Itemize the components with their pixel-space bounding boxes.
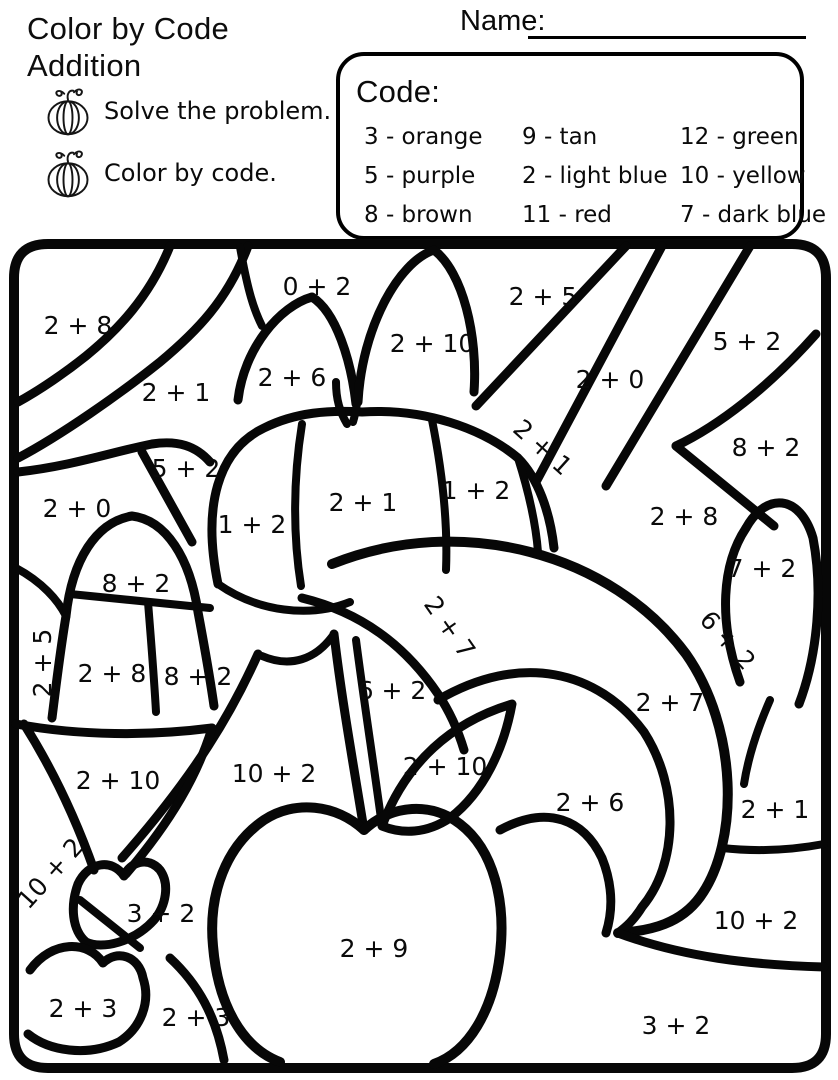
- problem-label: 8 + 2: [101, 569, 171, 598]
- problem-label: 8 + 2: [731, 433, 801, 462]
- problem-label: 2 + 6: [257, 363, 327, 392]
- line-art-path: [240, 247, 262, 326]
- code-item: 8 - brown: [364, 202, 473, 228]
- code-title: Code:: [356, 74, 441, 109]
- problem-label: 2 + 10: [389, 329, 475, 358]
- name-label: Name:: [460, 5, 546, 37]
- code-item: 11 - red: [522, 202, 612, 228]
- problem-label: 2 + 9: [339, 934, 409, 963]
- problem-label: 2 + 3: [48, 994, 118, 1023]
- problem-label: 10 + 2: [713, 906, 799, 935]
- problem-label: 5 + 2: [712, 327, 782, 356]
- problem-label: 6 + 2: [357, 676, 427, 705]
- line-art-path: [746, 503, 818, 704]
- problem-label: 1 + 2: [217, 510, 287, 539]
- page-title-line1: Color by Code: [27, 11, 230, 46]
- line-art-path: [295, 424, 302, 586]
- instruction-text: Color by code.: [104, 159, 277, 187]
- code-item: 9 - tan: [522, 124, 598, 150]
- line-art-path: [618, 933, 824, 967]
- line-art-path: [16, 724, 212, 734]
- line-art-path: [500, 817, 611, 933]
- problem-label: 2 + 7: [635, 688, 705, 717]
- problem-label: 2 + 0: [575, 365, 645, 394]
- line-art-path: [722, 844, 824, 850]
- problem-label: 6 + 2: [693, 605, 762, 676]
- problem-label: 2 + 1: [141, 378, 211, 407]
- problem-label: 3 + 2: [126, 899, 196, 928]
- problem-label: 2 + 0: [42, 494, 112, 523]
- instruction-text: Solve the problem.: [104, 97, 332, 125]
- problem-label: 7 + 2: [727, 554, 797, 583]
- line-art-path: [744, 700, 770, 784]
- problem-label: 10 + 2: [11, 832, 90, 915]
- line-art-path: [336, 382, 347, 424]
- problem-label: 2 + 1: [507, 413, 578, 482]
- code-item: 2 - light blue: [522, 163, 668, 189]
- page-title-line2: Addition: [27, 48, 142, 83]
- code-item: 7 - dark blue: [680, 202, 827, 228]
- problem-label: 2 + 8: [43, 311, 113, 340]
- problem-label: 2 + 7: [418, 590, 482, 664]
- line-art-path: [148, 602, 156, 712]
- problem-label: 3 + 2: [641, 1011, 711, 1040]
- line-art-path: [358, 250, 475, 402]
- problem-label: 8 + 2: [163, 662, 233, 691]
- code-item: 10 - yellow: [680, 163, 806, 189]
- problem-label: 2 + 1: [328, 488, 398, 517]
- problem-label: 1 + 2: [441, 476, 511, 505]
- problem-label: 2 + 5: [508, 282, 578, 311]
- problem-label: 5 + 2: [151, 454, 221, 483]
- code-item: 12 - green: [680, 124, 799, 150]
- line-art-path: [16, 568, 66, 616]
- problem-label: 2 + 1: [740, 795, 810, 824]
- problem-label: 2 + 10: [75, 766, 161, 795]
- line-art-path: [262, 634, 334, 661]
- line-art-path: [332, 542, 728, 933]
- code-item: 3 - orange: [364, 124, 483, 150]
- problem-label: 10 + 2: [231, 759, 317, 788]
- problem-label: 2 + 10: [402, 752, 488, 781]
- code-item: 5 - purple: [364, 163, 476, 189]
- problem-label: 2 + 8: [649, 502, 719, 531]
- problem-label: 0 + 2: [282, 272, 352, 301]
- line-art-path: [18, 246, 248, 458]
- problem-label: 2 + 6: [555, 788, 625, 817]
- problem-label: 2 + 5: [28, 628, 57, 698]
- problem-label: 2 + 8: [77, 659, 147, 688]
- problem-label: 2 + 3: [161, 1003, 231, 1032]
